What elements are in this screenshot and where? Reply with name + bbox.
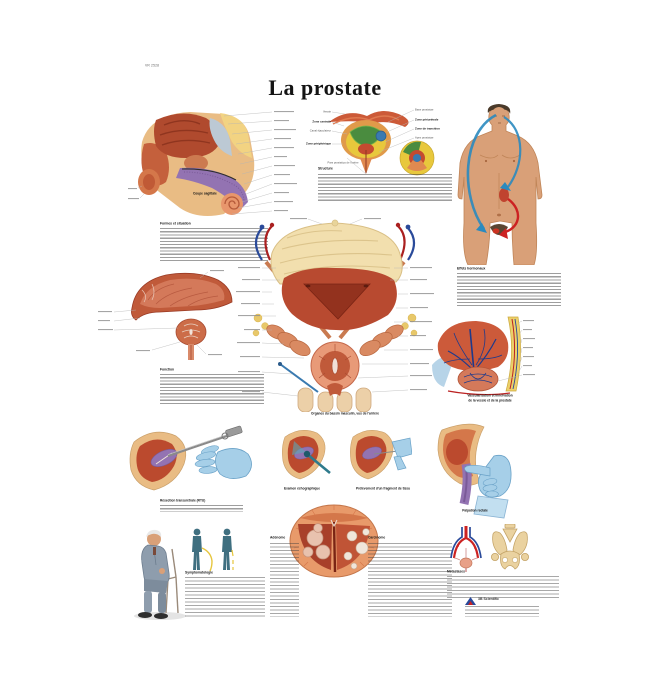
vascularization-illustration [430, 315, 535, 395]
fonction-heading: Fonction [160, 368, 175, 372]
ultrasound-illustration [280, 425, 332, 483]
elderly-patient-illustration [132, 525, 188, 621]
structure-heading: Structure [318, 167, 333, 171]
structure-text-placeholder [318, 174, 452, 201]
vascularization-caption-line1: Vascularisation et innervation [467, 394, 513, 398]
vascularization-caption-line2: de la vessie et de la prostate [468, 398, 512, 403]
rectal-exam-caption: Palpation rectale [462, 509, 488, 513]
credits-text-placeholder [465, 606, 539, 617]
biopsy-illustration [348, 424, 412, 484]
rtu-note-placeholder [160, 505, 243, 512]
carcinoma-text-placeholder [368, 543, 452, 617]
zone-label-urethre: Pars prostatica de l'urètre [327, 161, 359, 164]
zone-label-centrale: Zone centrale [312, 119, 331, 123]
zone-label-apex: Apex prostatae [415, 136, 434, 139]
symptoms-heading: Symptomatologie [185, 571, 213, 575]
zone-label-base: Base prostatae [415, 108, 434, 111]
catalog-number: VR 2528 [145, 64, 160, 68]
effets-text-placeholder [457, 273, 561, 306]
zone-label-transition: Zone de transition [415, 126, 440, 130]
sagittal-pelvis-illustration [128, 108, 308, 220]
rtu-caption: Résection transurétrale (RTU) [160, 499, 206, 503]
publisher-logo [465, 597, 476, 605]
zone-label-peripherique: Zone périphérique [306, 141, 331, 145]
rectal-exam-illustration [432, 420, 512, 520]
formes-heading: Formes et situation [160, 222, 191, 226]
biopsy-caption: Prélèvement d'un fragment de tissu [355, 487, 411, 491]
hormone-pathways-figure [452, 103, 552, 265]
urination-symptom-figures [186, 528, 238, 573]
zone-label-periuretrale: Zone périurétrale [415, 117, 439, 121]
adenoma-text-placeholder [270, 543, 299, 617]
rtu-illustration [126, 424, 261, 492]
adenoma-carcinoma-cross-section [288, 500, 380, 582]
fonction-text-placeholder [160, 374, 264, 405]
publisher-brand: 3B Scientific [478, 597, 500, 601]
metastasis-pelvis-bones-illustration [490, 524, 530, 572]
sagittal-caption: Coupe sagittale [193, 192, 217, 196]
anatomical-poster [85, 12, 565, 662]
ultrasound-caption: Examen échographique [283, 487, 321, 491]
effets-heading: Effets hormonaux [457, 267, 486, 271]
zone-label-vessie: Vessie [322, 110, 331, 113]
carcinoma-heading: Carcinome [368, 536, 386, 540]
zone-label-ejaculateur: Canal éjaculateur [309, 129, 331, 132]
poster-title: La prostate [268, 75, 382, 100]
adenoma-heading: Adénome [270, 536, 286, 540]
metastases-heading: Métastases [447, 570, 465, 574]
coronal-bladder-illustration [96, 268, 236, 360]
metastases-text-placeholder [447, 576, 559, 598]
central-caption: Organes du bassin masculin, vus de l'arrière [311, 412, 379, 416]
metastasis-vessels-illustration [448, 524, 484, 572]
symptoms-text-placeholder [185, 577, 265, 617]
